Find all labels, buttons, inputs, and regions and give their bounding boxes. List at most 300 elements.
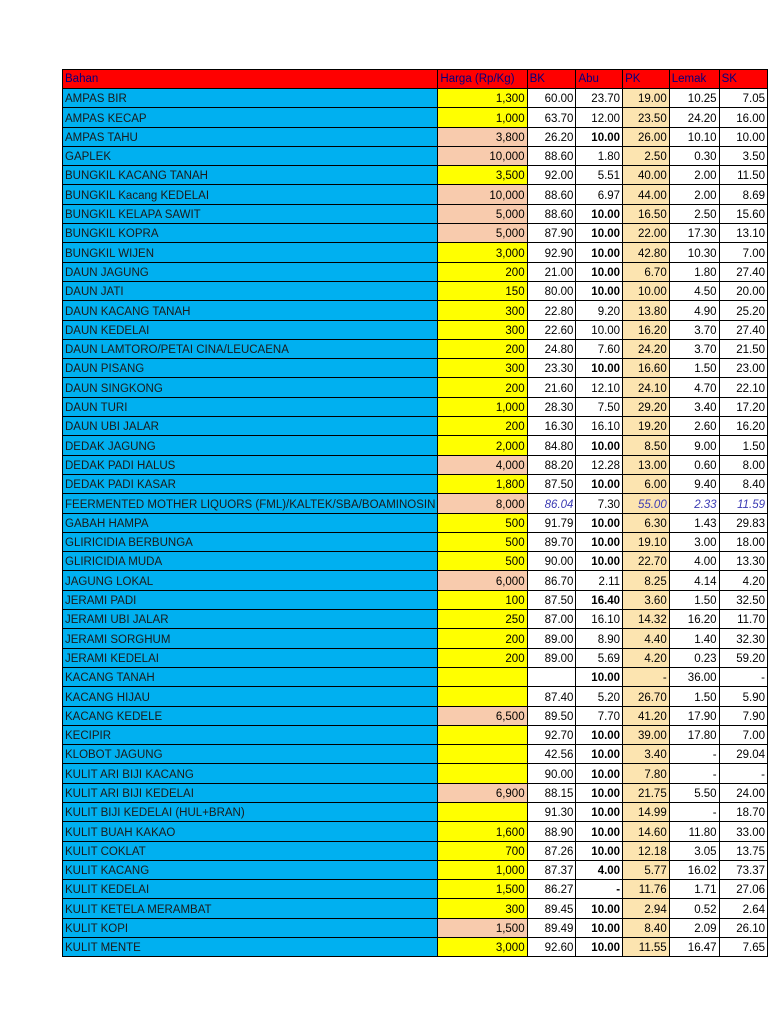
cell-lemak[interactable]: 5.50 xyxy=(669,783,719,802)
cell-bahan[interactable]: KULIT KETELA MERAMBAT xyxy=(63,899,438,918)
cell-bahan[interactable]: KULIT BIJI KEDELAI (HUL+BRAN) xyxy=(63,802,438,821)
cell-lemak[interactable]: 3.05 xyxy=(669,841,719,860)
cell-pk[interactable]: 29.20 xyxy=(623,397,670,416)
cell-pk[interactable]: 8.40 xyxy=(623,918,670,937)
cell-sk[interactable]: 22.10 xyxy=(719,378,767,397)
cell-bk[interactable]: 28.30 xyxy=(527,397,576,416)
cell-abu[interactable]: 5.51 xyxy=(576,166,623,185)
cell-abu[interactable]: 23.70 xyxy=(576,89,623,108)
cell-harga[interactable]: 5,000 xyxy=(438,224,527,243)
cell-pk[interactable]: 4.20 xyxy=(623,648,670,667)
cell-sk[interactable]: 8.40 xyxy=(719,474,767,493)
header-bahan[interactable]: Bahan xyxy=(63,70,438,89)
cell-harga[interactable]: 300 xyxy=(438,301,527,320)
cell-bahan[interactable]: BUNGKIL KOPRA xyxy=(63,224,438,243)
cell-abu[interactable]: 16.40 xyxy=(576,590,623,609)
cell-harga[interactable]: 100 xyxy=(438,590,527,609)
cell-sk[interactable]: 7.90 xyxy=(719,706,767,725)
cell-harga[interactable]: 1,000 xyxy=(438,860,527,879)
cell-lemak[interactable]: 1.80 xyxy=(669,262,719,281)
cell-sk[interactable]: 15.60 xyxy=(719,204,767,223)
cell-abu[interactable]: 10.00 xyxy=(576,281,623,300)
cell-lemak[interactable]: 3.70 xyxy=(669,320,719,339)
cell-abu[interactable]: 10.00 xyxy=(576,243,623,262)
cell-harga[interactable]: 1,000 xyxy=(438,397,527,416)
cell-sk[interactable]: 8.69 xyxy=(719,185,767,204)
cell-bahan[interactable]: DEDAK PADI KASAR xyxy=(63,474,438,493)
cell-pk[interactable]: 16.20 xyxy=(623,320,670,339)
cell-harga[interactable]: 2,000 xyxy=(438,436,527,455)
cell-bahan[interactable]: GLIRICIDIA BERBUNGA xyxy=(63,532,438,551)
cell-pk[interactable]: 40.00 xyxy=(623,166,670,185)
cell-lemak[interactable]: 24.20 xyxy=(669,108,719,127)
cell-bk[interactable]: 16.30 xyxy=(527,417,576,436)
cell-lemak[interactable]: 2.09 xyxy=(669,918,719,937)
cell-harga[interactable]: 300 xyxy=(438,899,527,918)
cell-abu[interactable]: 1.80 xyxy=(576,146,623,165)
cell-bahan[interactable]: KULIT MENTE xyxy=(63,938,438,957)
cell-sk[interactable]: 59.20 xyxy=(719,648,767,667)
cell-lemak[interactable]: 4.70 xyxy=(669,378,719,397)
cell-bk[interactable]: 21.60 xyxy=(527,378,576,397)
cell-sk[interactable]: 8.00 xyxy=(719,455,767,474)
cell-bahan[interactable]: BUNGKIL Kacang KEDELAI xyxy=(63,185,438,204)
cell-pk[interactable]: 5.77 xyxy=(623,860,670,879)
cell-bahan[interactable]: KECIPIR xyxy=(63,725,438,744)
cell-pk[interactable]: 8.50 xyxy=(623,436,670,455)
cell-harga[interactable]: 250 xyxy=(438,610,527,629)
cell-harga[interactable]: 1,600 xyxy=(438,822,527,841)
cell-sk[interactable]: 3.50 xyxy=(719,146,767,165)
cell-bahan[interactable]: KULIT BUAH KAKAO xyxy=(63,822,438,841)
cell-bk[interactable]: 89.50 xyxy=(527,706,576,725)
cell-lemak[interactable]: 4.14 xyxy=(669,571,719,590)
cell-harga[interactable]: 10,000 xyxy=(438,185,527,204)
cell-sk[interactable]: 27.40 xyxy=(719,262,767,281)
cell-bahan[interactable]: FEERMENTED MOTHER LIQUORS (FML)/KALTEK/SBA/BOAMINOSIN xyxy=(63,494,438,513)
cell-pk[interactable]: 2.50 xyxy=(623,146,670,165)
cell-bahan[interactable]: KULIT KEDELAI xyxy=(63,880,438,899)
cell-abu[interactable]: 10.00 xyxy=(576,532,623,551)
cell-sk[interactable]: 27.40 xyxy=(719,320,767,339)
cell-pk[interactable]: 10.00 xyxy=(623,281,670,300)
cell-bahan[interactable]: JERAMI KEDELAI xyxy=(63,648,438,667)
cell-pk[interactable]: 14.60 xyxy=(623,822,670,841)
cell-abu[interactable]: 10.00 xyxy=(576,764,623,783)
cell-sk[interactable]: 33.00 xyxy=(719,822,767,841)
cell-abu[interactable]: 10.00 xyxy=(576,320,623,339)
cell-sk[interactable]: 7.05 xyxy=(719,89,767,108)
cell-sk[interactable]: 7.65 xyxy=(719,938,767,957)
cell-harga[interactable]: 1,500 xyxy=(438,880,527,899)
cell-bk[interactable]: 91.30 xyxy=(527,802,576,821)
cell-harga[interactable] xyxy=(438,667,527,686)
cell-bk[interactable]: 86.27 xyxy=(527,880,576,899)
cell-abu[interactable]: 7.70 xyxy=(576,706,623,725)
cell-lemak[interactable]: 1.50 xyxy=(669,687,719,706)
cell-bk[interactable]: 88.60 xyxy=(527,204,576,223)
cell-lemak[interactable]: 2.00 xyxy=(669,166,719,185)
cell-sk[interactable]: 29.04 xyxy=(719,745,767,764)
cell-bahan[interactable]: KULIT ARI BIJI KEDELAI xyxy=(63,783,438,802)
cell-lemak[interactable]: - xyxy=(669,802,719,821)
cell-bk[interactable]: 87.37 xyxy=(527,860,576,879)
cell-pk[interactable]: 22.70 xyxy=(623,552,670,571)
cell-lemak[interactable]: 4.50 xyxy=(669,281,719,300)
cell-sk[interactable]: 13.30 xyxy=(719,552,767,571)
cell-harga[interactable]: 6,000 xyxy=(438,571,527,590)
cell-harga[interactable]: 500 xyxy=(438,532,527,551)
cell-abu[interactable]: 10.00 xyxy=(576,783,623,802)
cell-pk[interactable]: 4.40 xyxy=(623,629,670,648)
cell-abu[interactable]: 7.50 xyxy=(576,397,623,416)
cell-sk[interactable]: 11.50 xyxy=(719,166,767,185)
cell-pk[interactable]: 26.00 xyxy=(623,127,670,146)
cell-harga[interactable]: 1,800 xyxy=(438,474,527,493)
cell-sk[interactable]: 1.50 xyxy=(719,436,767,455)
cell-bk[interactable]: 92.00 xyxy=(527,166,576,185)
cell-pk[interactable]: 3.60 xyxy=(623,590,670,609)
cell-pk[interactable]: 7.80 xyxy=(623,764,670,783)
cell-abu[interactable]: 5.69 xyxy=(576,648,623,667)
cell-lemak[interactable]: 10.30 xyxy=(669,243,719,262)
cell-harga[interactable]: 3,000 xyxy=(438,243,527,262)
cell-sk[interactable]: 23.00 xyxy=(719,359,767,378)
cell-sk[interactable]: 24.00 xyxy=(719,783,767,802)
cell-lemak[interactable]: 2.00 xyxy=(669,185,719,204)
cell-bahan[interactable]: JERAMI UBI JALAR xyxy=(63,610,438,629)
cell-bk[interactable]: 88.15 xyxy=(527,783,576,802)
cell-sk[interactable]: 32.50 xyxy=(719,590,767,609)
cell-bahan[interactable]: GAPLEK xyxy=(63,146,438,165)
cell-lemak[interactable]: 16.47 xyxy=(669,938,719,957)
cell-bahan[interactable]: AMPAS KECAP xyxy=(63,108,438,127)
cell-pk[interactable]: 16.50 xyxy=(623,204,670,223)
cell-pk[interactable]: 41.20 xyxy=(623,706,670,725)
cell-abu[interactable]: 7.60 xyxy=(576,339,623,358)
cell-sk[interactable]: 20.00 xyxy=(719,281,767,300)
cell-pk[interactable]: 23.50 xyxy=(623,108,670,127)
header-bk[interactable]: BK xyxy=(527,70,576,89)
cell-bk[interactable]: 88.90 xyxy=(527,822,576,841)
cell-bahan[interactable]: BUNGKIL KACANG TANAH xyxy=(63,166,438,185)
cell-harga[interactable]: 1,300 xyxy=(438,89,527,108)
cell-abu[interactable]: 12.00 xyxy=(576,108,623,127)
cell-lemak[interactable]: 2.50 xyxy=(669,204,719,223)
cell-pk[interactable]: 19.10 xyxy=(623,532,670,551)
cell-harga[interactable]: 200 xyxy=(438,378,527,397)
cell-sk[interactable]: 4.20 xyxy=(719,571,767,590)
cell-pk[interactable]: 6.70 xyxy=(623,262,670,281)
cell-sk[interactable]: 11.59 xyxy=(719,494,767,513)
header-pk[interactable]: PK xyxy=(623,70,670,89)
cell-sk[interactable]: 25.20 xyxy=(719,301,767,320)
cell-lemak[interactable]: 1.50 xyxy=(669,590,719,609)
cell-abu[interactable]: 10.00 xyxy=(576,841,623,860)
cell-bahan[interactable]: JERAMI PADI xyxy=(63,590,438,609)
cell-abu[interactable]: 10.00 xyxy=(576,918,623,937)
cell-pk[interactable]: 8.25 xyxy=(623,571,670,590)
cell-lemak[interactable]: 10.10 xyxy=(669,127,719,146)
cell-abu[interactable]: 10.00 xyxy=(576,127,623,146)
cell-harga[interactable]: 1,500 xyxy=(438,918,527,937)
cell-lemak[interactable]: 2.33 xyxy=(669,494,719,513)
cell-harga[interactable]: 3,800 xyxy=(438,127,527,146)
cell-bk[interactable]: 92.70 xyxy=(527,725,576,744)
cell-pk[interactable]: 13.00 xyxy=(623,455,670,474)
cell-lemak[interactable]: 10.25 xyxy=(669,89,719,108)
cell-pk[interactable]: - xyxy=(623,667,670,686)
cell-abu[interactable]: 6.97 xyxy=(576,185,623,204)
cell-lemak[interactable]: 9.40 xyxy=(669,474,719,493)
cell-pk[interactable]: 6.30 xyxy=(623,513,670,532)
cell-harga[interactable]: 10,000 xyxy=(438,146,527,165)
cell-bk[interactable]: 63.70 xyxy=(527,108,576,127)
cell-sk[interactable]: 11.70 xyxy=(719,610,767,629)
cell-harga[interactable]: 200 xyxy=(438,417,527,436)
cell-lemak[interactable]: 17.90 xyxy=(669,706,719,725)
cell-harga[interactable]: 3,000 xyxy=(438,938,527,957)
header-harga[interactable]: Harga (Rp/Kg) xyxy=(438,70,527,89)
cell-harga[interactable]: 6,900 xyxy=(438,783,527,802)
cell-bahan[interactable]: DAUN SINGKONG xyxy=(63,378,438,397)
cell-abu[interactable]: 10.00 xyxy=(576,436,623,455)
cell-abu[interactable]: 9.20 xyxy=(576,301,623,320)
cell-abu[interactable]: 10.00 xyxy=(576,204,623,223)
header-abu[interactable]: Abu xyxy=(576,70,623,89)
cell-abu[interactable]: 10.00 xyxy=(576,802,623,821)
cell-bk[interactable] xyxy=(527,667,576,686)
cell-lemak[interactable]: 16.02 xyxy=(669,860,719,879)
cell-harga[interactable] xyxy=(438,802,527,821)
cell-bk[interactable]: 88.60 xyxy=(527,146,576,165)
cell-abu[interactable]: 10.00 xyxy=(576,899,623,918)
cell-pk[interactable]: 44.00 xyxy=(623,185,670,204)
cell-pk[interactable]: 26.70 xyxy=(623,687,670,706)
cell-bahan[interactable]: DAUN TURI xyxy=(63,397,438,416)
cell-harga[interactable]: 500 xyxy=(438,513,527,532)
cell-lemak[interactable]: - xyxy=(669,764,719,783)
cell-bk[interactable]: 87.50 xyxy=(527,590,576,609)
cell-pk[interactable]: 55.00 xyxy=(623,494,670,513)
cell-sk[interactable]: - xyxy=(719,667,767,686)
cell-bk[interactable]: 89.70 xyxy=(527,532,576,551)
cell-sk[interactable]: 26.10 xyxy=(719,918,767,937)
cell-lemak[interactable]: - xyxy=(669,745,719,764)
cell-lemak[interactable]: 4.90 xyxy=(669,301,719,320)
cell-abu[interactable]: 10.00 xyxy=(576,224,623,243)
cell-harga[interactable]: 150 xyxy=(438,281,527,300)
cell-lemak[interactable]: 0.23 xyxy=(669,648,719,667)
cell-bahan[interactable]: GLIRICIDIA MUDA xyxy=(63,552,438,571)
cell-bahan[interactable]: DAUN JAGUNG xyxy=(63,262,438,281)
cell-bahan[interactable]: JAGUNG LOKAL xyxy=(63,571,438,590)
cell-abu[interactable]: - xyxy=(576,880,623,899)
cell-bk[interactable]: 87.00 xyxy=(527,610,576,629)
cell-pk[interactable]: 13.80 xyxy=(623,301,670,320)
cell-abu[interactable]: 10.00 xyxy=(576,474,623,493)
cell-pk[interactable]: 2.94 xyxy=(623,899,670,918)
cell-bk[interactable]: 90.00 xyxy=(527,552,576,571)
cell-harga[interactable]: 200 xyxy=(438,648,527,667)
cell-bahan[interactable]: KULIT KOPI xyxy=(63,918,438,937)
cell-pk[interactable]: 14.32 xyxy=(623,610,670,629)
cell-abu[interactable]: 8.90 xyxy=(576,629,623,648)
cell-pk[interactable]: 14.99 xyxy=(623,802,670,821)
cell-abu[interactable]: 12.10 xyxy=(576,378,623,397)
cell-harga[interactable]: 200 xyxy=(438,262,527,281)
cell-bahan[interactable]: DAUN KACANG TANAH xyxy=(63,301,438,320)
cell-bahan[interactable]: KACANG KEDELE xyxy=(63,706,438,725)
cell-abu[interactable]: 10.00 xyxy=(576,745,623,764)
cell-abu[interactable]: 10.00 xyxy=(576,552,623,571)
cell-bahan[interactable]: DEDAK JAGUNG xyxy=(63,436,438,455)
cell-pk[interactable]: 22.00 xyxy=(623,224,670,243)
cell-sk[interactable]: 16.20 xyxy=(719,417,767,436)
cell-sk[interactable]: 13.75 xyxy=(719,841,767,860)
cell-pk[interactable]: 24.20 xyxy=(623,339,670,358)
cell-lemak[interactable]: 2.60 xyxy=(669,417,719,436)
cell-sk[interactable]: 7.00 xyxy=(719,725,767,744)
cell-bahan[interactable]: KACANG TANAH xyxy=(63,667,438,686)
cell-pk[interactable]: 39.00 xyxy=(623,725,670,744)
cell-lemak[interactable]: 3.00 xyxy=(669,532,719,551)
cell-bahan[interactable]: JERAMI SORGHUM xyxy=(63,629,438,648)
cell-sk[interactable]: 17.20 xyxy=(719,397,767,416)
cell-bk[interactable]: 89.45 xyxy=(527,899,576,918)
cell-sk[interactable]: 18.70 xyxy=(719,802,767,821)
cell-bahan[interactable]: DAUN LAMTORO/PETAI CINA/LEUCAENA xyxy=(63,339,438,358)
cell-sk[interactable]: - xyxy=(719,764,767,783)
cell-pk[interactable]: 21.75 xyxy=(623,783,670,802)
cell-bk[interactable]: 90.00 xyxy=(527,764,576,783)
cell-pk[interactable]: 42.80 xyxy=(623,243,670,262)
cell-sk[interactable]: 18.00 xyxy=(719,532,767,551)
cell-bk[interactable]: 23.30 xyxy=(527,359,576,378)
cell-abu[interactable]: 16.10 xyxy=(576,417,623,436)
cell-bahan[interactable]: KULIT COKLAT xyxy=(63,841,438,860)
cell-abu[interactable]: 16.10 xyxy=(576,610,623,629)
cell-sk[interactable]: 16.00 xyxy=(719,108,767,127)
cell-lemak[interactable]: 36.00 xyxy=(669,667,719,686)
cell-lemak[interactable]: 17.80 xyxy=(669,725,719,744)
cell-lemak[interactable]: 1.43 xyxy=(669,513,719,532)
cell-harga[interactable]: 3,500 xyxy=(438,166,527,185)
cell-bk[interactable]: 42.56 xyxy=(527,745,576,764)
cell-lemak[interactable]: 17.30 xyxy=(669,224,719,243)
cell-sk[interactable]: 7.00 xyxy=(719,243,767,262)
cell-bk[interactable]: 87.50 xyxy=(527,474,576,493)
cell-sk[interactable]: 10.00 xyxy=(719,127,767,146)
cell-lemak[interactable]: 9.00 xyxy=(669,436,719,455)
cell-sk[interactable]: 5.90 xyxy=(719,687,767,706)
cell-harga[interactable]: 5,000 xyxy=(438,204,527,223)
cell-bahan[interactable]: GABAH HAMPA xyxy=(63,513,438,532)
cell-bk[interactable]: 88.20 xyxy=(527,455,576,474)
cell-abu[interactable]: 12.28 xyxy=(576,455,623,474)
cell-abu[interactable]: 10.00 xyxy=(576,359,623,378)
cell-harga[interactable] xyxy=(438,687,527,706)
cell-bk[interactable]: 89.49 xyxy=(527,918,576,937)
cell-bk[interactable]: 89.00 xyxy=(527,648,576,667)
cell-bahan[interactable]: DAUN JATI xyxy=(63,281,438,300)
cell-bk[interactable]: 91.79 xyxy=(527,513,576,532)
cell-pk[interactable]: 11.76 xyxy=(623,880,670,899)
cell-sk[interactable]: 27.06 xyxy=(719,880,767,899)
cell-lemak[interactable]: 16.20 xyxy=(669,610,719,629)
cell-harga[interactable]: 500 xyxy=(438,552,527,571)
cell-sk[interactable]: 13.10 xyxy=(719,224,767,243)
cell-sk[interactable]: 29.83 xyxy=(719,513,767,532)
cell-pk[interactable]: 11.55 xyxy=(623,938,670,957)
cell-pk[interactable]: 12.18 xyxy=(623,841,670,860)
cell-bk[interactable]: 26.20 xyxy=(527,127,576,146)
cell-bahan[interactable]: DAUN PISANG xyxy=(63,359,438,378)
header-lemak[interactable]: Lemak xyxy=(669,70,719,89)
cell-harga[interactable]: 4,000 xyxy=(438,455,527,474)
cell-sk[interactable]: 32.30 xyxy=(719,629,767,648)
cell-bk[interactable]: 22.60 xyxy=(527,320,576,339)
cell-abu[interactable]: 10.00 xyxy=(576,938,623,957)
header-sk[interactable]: SK xyxy=(719,70,767,89)
cell-harga[interactable]: 1,000 xyxy=(438,108,527,127)
cell-abu[interactable]: 5.20 xyxy=(576,687,623,706)
cell-abu[interactable]: 4.00 xyxy=(576,860,623,879)
cell-harga[interactable]: 6,500 xyxy=(438,706,527,725)
cell-bk[interactable]: 87.40 xyxy=(527,687,576,706)
cell-lemak[interactable]: 0.60 xyxy=(669,455,719,474)
cell-bk[interactable]: 86.70 xyxy=(527,571,576,590)
cell-bahan[interactable]: AMPAS TAHU xyxy=(63,127,438,146)
cell-pk[interactable]: 19.20 xyxy=(623,417,670,436)
cell-bahan[interactable]: BUNGKIL KELAPA SAWIT xyxy=(63,204,438,223)
cell-pk[interactable]: 24.10 xyxy=(623,378,670,397)
cell-abu[interactable]: 10.00 xyxy=(576,262,623,281)
cell-lemak[interactable]: 3.40 xyxy=(669,397,719,416)
cell-pk[interactable]: 3.40 xyxy=(623,745,670,764)
cell-bahan[interactable]: KACANG HIJAU xyxy=(63,687,438,706)
cell-harga[interactable] xyxy=(438,725,527,744)
cell-bk[interactable]: 86.04 xyxy=(527,494,576,513)
cell-sk[interactable]: 73.37 xyxy=(719,860,767,879)
cell-pk[interactable]: 19.00 xyxy=(623,89,670,108)
cell-lemak[interactable]: 1.50 xyxy=(669,359,719,378)
cell-harga[interactable]: 300 xyxy=(438,359,527,378)
cell-bahan[interactable]: DAUN UBI JALAR xyxy=(63,417,438,436)
cell-bk[interactable]: 84.80 xyxy=(527,436,576,455)
cell-bahan[interactable]: KULIT KACANG xyxy=(63,860,438,879)
cell-bk[interactable]: 60.00 xyxy=(527,89,576,108)
cell-harga[interactable]: 700 xyxy=(438,841,527,860)
cell-abu[interactable]: 7.30 xyxy=(576,494,623,513)
cell-abu[interactable]: 2.11 xyxy=(576,571,623,590)
cell-bk[interactable]: 87.26 xyxy=(527,841,576,860)
cell-harga[interactable] xyxy=(438,764,527,783)
cell-harga[interactable]: 300 xyxy=(438,320,527,339)
cell-lemak[interactable]: 1.40 xyxy=(669,629,719,648)
cell-sk[interactable]: 21.50 xyxy=(719,339,767,358)
cell-bk[interactable]: 89.00 xyxy=(527,629,576,648)
cell-abu[interactable]: 10.00 xyxy=(576,667,623,686)
cell-abu[interactable]: 10.00 xyxy=(576,822,623,841)
cell-lemak[interactable]: 1.71 xyxy=(669,880,719,899)
cell-bahan[interactable]: KULIT ARI BIJI KACANG xyxy=(63,764,438,783)
cell-harga[interactable]: 8,000 xyxy=(438,494,527,513)
cell-bahan[interactable]: AMPAS BIR xyxy=(63,89,438,108)
cell-bk[interactable]: 22.80 xyxy=(527,301,576,320)
cell-bk[interactable]: 92.60 xyxy=(527,938,576,957)
cell-lemak[interactable]: 3.70 xyxy=(669,339,719,358)
